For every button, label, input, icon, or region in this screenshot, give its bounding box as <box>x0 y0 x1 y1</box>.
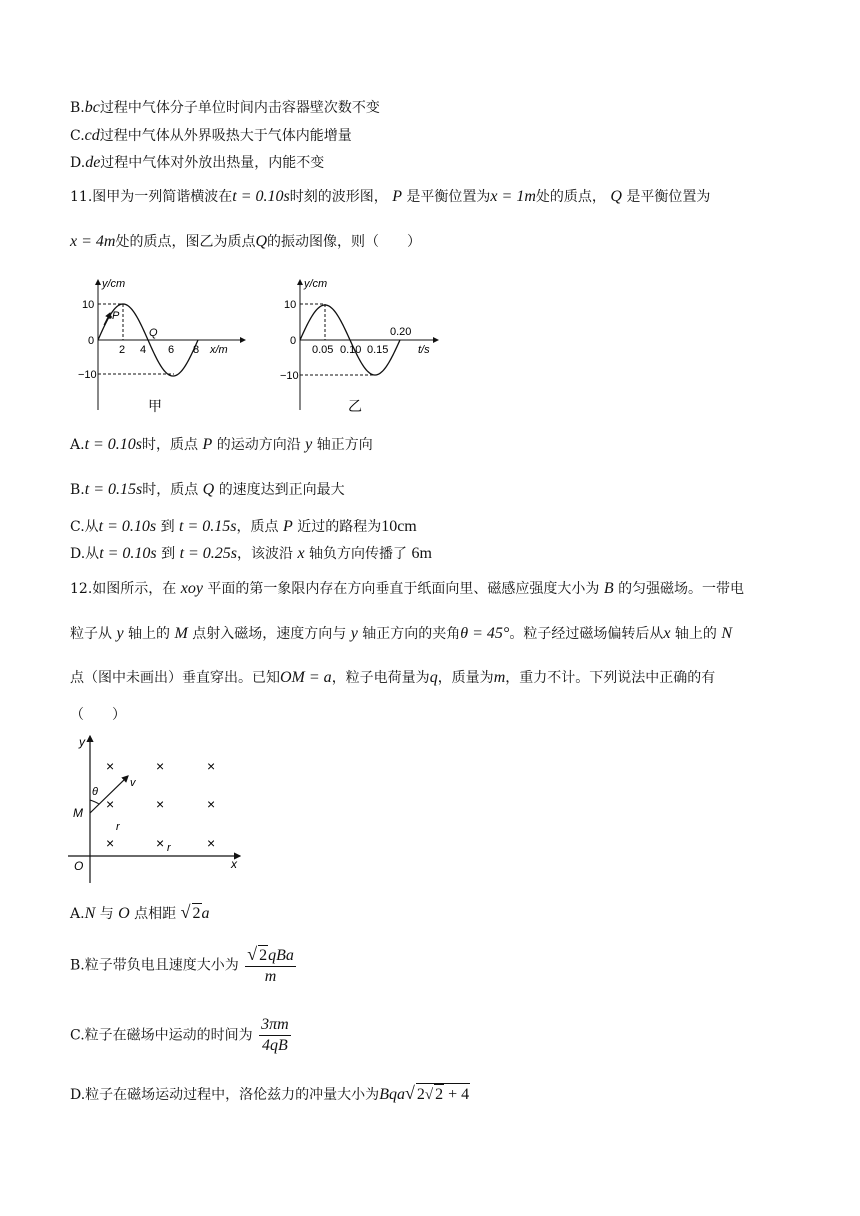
field-label-o: O <box>74 859 84 873</box>
q11-option-a: A.t = 0.10s时，质点 P 的运动方向沿 y 轴正方向 <box>70 436 373 453</box>
q12-option-d: D.粒子在磁场运动过程中，洛伦兹力的冲量大小为Bqa√ 2√ 2 + 4 <box>70 1083 470 1103</box>
q12-option-c: C.粒子在磁场中运动的时间为 $\frac{3\pi m}{4qB}$ <box>70 1016 289 1054</box>
yi-caption: 乙 <box>348 398 362 414</box>
field-label-v: v <box>130 777 136 789</box>
field-label-theta: θ <box>92 786 98 798</box>
yi-ytick-10: 10 <box>284 299 297 311</box>
jia-xtick-8: 8 <box>193 344 200 356</box>
q12-stem-line1: 12.如图所示，在 xoy 平面的第一象限内存在方向垂直于纸面向里、磁感应强度大小为 B 的匀强磁场。一带电 <box>70 580 745 597</box>
yi-xtick-020: 0.20 <box>390 326 412 338</box>
field-crosses <box>106 758 215 851</box>
yi-ytick-neg10: −10 <box>280 370 299 382</box>
yi-ylabel: y/cm <box>304 278 328 290</box>
yi-xtick-005: 0.05 <box>312 344 334 356</box>
field-cross: × <box>106 758 115 774</box>
jia-label-p: P <box>112 310 120 322</box>
field-cross: × <box>106 796 115 812</box>
field-cross: × <box>156 758 165 774</box>
jia-xtick-4: 4 <box>140 344 147 356</box>
field-cross: × <box>106 835 115 851</box>
jia-xtick-2: 2 <box>119 344 126 356</box>
field-cross: × <box>156 796 165 812</box>
field-label-y: y <box>79 735 85 749</box>
q12-b-fraction: $\frac{\text{√ 2qBa}}{m}$ <box>247 944 294 985</box>
yi-xtick-015: 0.15 <box>367 344 389 356</box>
field-label-x: x <box>231 857 237 871</box>
figure-jia-wave-graph <box>80 275 250 420</box>
yi-ytick-0: 0 <box>290 335 297 347</box>
jia-ytick-neg10: −10 <box>78 369 97 381</box>
q11-option-d: D.从t = 0.10s 到 t = 0.25s，该波沿 x 轴负方向传播了 6m <box>70 545 432 562</box>
field-cross: × <box>207 796 216 812</box>
q12-stem-line4: （ ） <box>70 707 126 723</box>
yi-xlabel: t/s <box>418 344 430 356</box>
q10-option-c: C.cd过程中气体从外界吸热大于气体内能增量 <box>70 127 352 144</box>
q10-option-b: B.bc过程中气体分子单位时间内击容器壁次数不变 <box>70 99 380 116</box>
q11-option-b: B.t = 0.15s时，质点 Q 的速度达到正向最大 <box>70 481 345 498</box>
theta-arc <box>90 800 99 804</box>
field-cross: × <box>207 758 216 774</box>
jia-ylabel: y/cm <box>102 278 126 290</box>
q11-stem-line1: 11.图甲为一列简谐横波在t = 0.10s时刻的波形图， P 是平衡位置为x = 1m处的质点， Q 是平衡位置为 <box>70 188 711 205</box>
q12-option-b: B.粒子带负电且速度大小为 $\frac{\text{√ 2qBa}}{m}$ <box>70 944 294 985</box>
q12-c-fraction: $\frac{3\pi m}{4qB}$ <box>261 1016 289 1054</box>
q10-option-d: D.de过程中气体对外放出热量，内能不变 <box>70 154 325 171</box>
field-label-r2: r <box>167 842 171 854</box>
jia-xlabel: x/m <box>210 344 228 356</box>
yi-xtick-010: 0.10 <box>340 344 362 356</box>
jia-xtick-6: 6 <box>168 344 175 356</box>
jia-ytick-10: 10 <box>82 299 95 311</box>
q12-option-a: A.N 与 O 点相距 √ 2a <box>70 902 210 922</box>
q12-stem-line2: 粒子从 y 轴上的 M 点射入磁场，速度方向与 y 轴正方向的夹角θ = 45°。粒子经过磁场偏转后从x 轴上的 N <box>70 625 733 642</box>
jia-caption: 甲 <box>148 398 162 414</box>
field-cross: × <box>156 835 165 851</box>
field-label-m: M <box>73 806 83 820</box>
field-label-r: r <box>116 821 120 833</box>
q11-stem-line2: x = 4m处的质点，图乙为质点Q的振动图像，则（ ） <box>70 233 422 250</box>
jia-label-q: Q <box>149 327 158 339</box>
figure-yi-vibration-graph <box>278 275 453 420</box>
q12-stem-line3: 点（图中未画出）垂直穿出。已知OM = a，粒子电荷量为q，质量为m，重力不计。下列说法中正确的有 <box>70 669 716 686</box>
q11-option-c: C.从t = 0.10s 到 t = 0.15s，质点 P 近过的路程为10cm <box>70 518 417 535</box>
jia-p-arrow <box>104 313 110 325</box>
jia-ytick-0: 0 <box>88 335 95 347</box>
field-cross: × <box>207 835 216 851</box>
figure-magnetic-field <box>68 730 248 885</box>
